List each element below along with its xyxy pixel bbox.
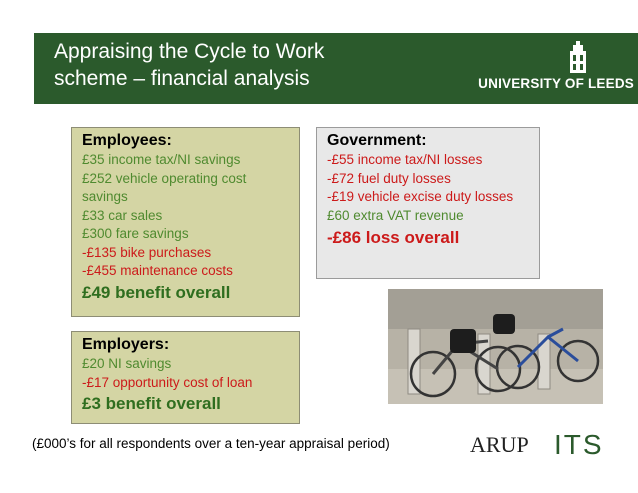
government-title: Government: (327, 132, 427, 149)
employers-box (71, 331, 300, 424)
employees-total: £49 benefit overall (82, 282, 231, 302)
government-box (316, 127, 540, 279)
employees-title: Employees: (82, 132, 172, 149)
government-item: £60 extra VAT revenue (327, 207, 464, 223)
employees-item: £33 car sales (82, 207, 163, 223)
employers-total: £3 benefit overall (82, 394, 221, 413)
slide-title: Appraising the Cycle to Work scheme – financial analysis (54, 40, 325, 90)
employers-item: £20 NI savings (82, 356, 172, 371)
government-item: -£19 vehicle excise duty losses (327, 189, 514, 204)
government-items (327, 151, 529, 225)
employers-items (82, 355, 289, 392)
employees-item: £252 vehicle operating cost savings (82, 170, 247, 204)
government-item: -£55 income tax/NI losses (327, 152, 483, 167)
its-logo: ITS (554, 429, 604, 460)
employees-box (71, 127, 300, 317)
government-item: -£72 fuel duty losses (327, 170, 451, 186)
leeds-tower-icon (567, 41, 589, 73)
arup-its-logos (466, 424, 616, 464)
university-name: UNIVERSITY OF LEEDS (478, 76, 634, 91)
employees-item: -£135 bike purchases (82, 244, 212, 260)
university-of-leeds-logo (444, 41, 634, 96)
employees-item: -£455 maintenance costs (82, 263, 233, 278)
arup-logo: ARUP (470, 432, 529, 457)
footnote: (£000’s for all respondents over a ten-year appraisal period) (32, 436, 390, 451)
title-banner (34, 33, 638, 104)
bicycles-photo (388, 289, 603, 404)
employers-title: Employers: (82, 336, 170, 353)
employees-item: £35 income tax/NI savings (82, 152, 241, 167)
employers-item: -£17 opportunity cost of loan (82, 374, 253, 390)
employees-item: £300 fare savings (82, 226, 189, 241)
employees-items (82, 151, 289, 281)
government-total: -£86 loss overall (327, 228, 460, 247)
